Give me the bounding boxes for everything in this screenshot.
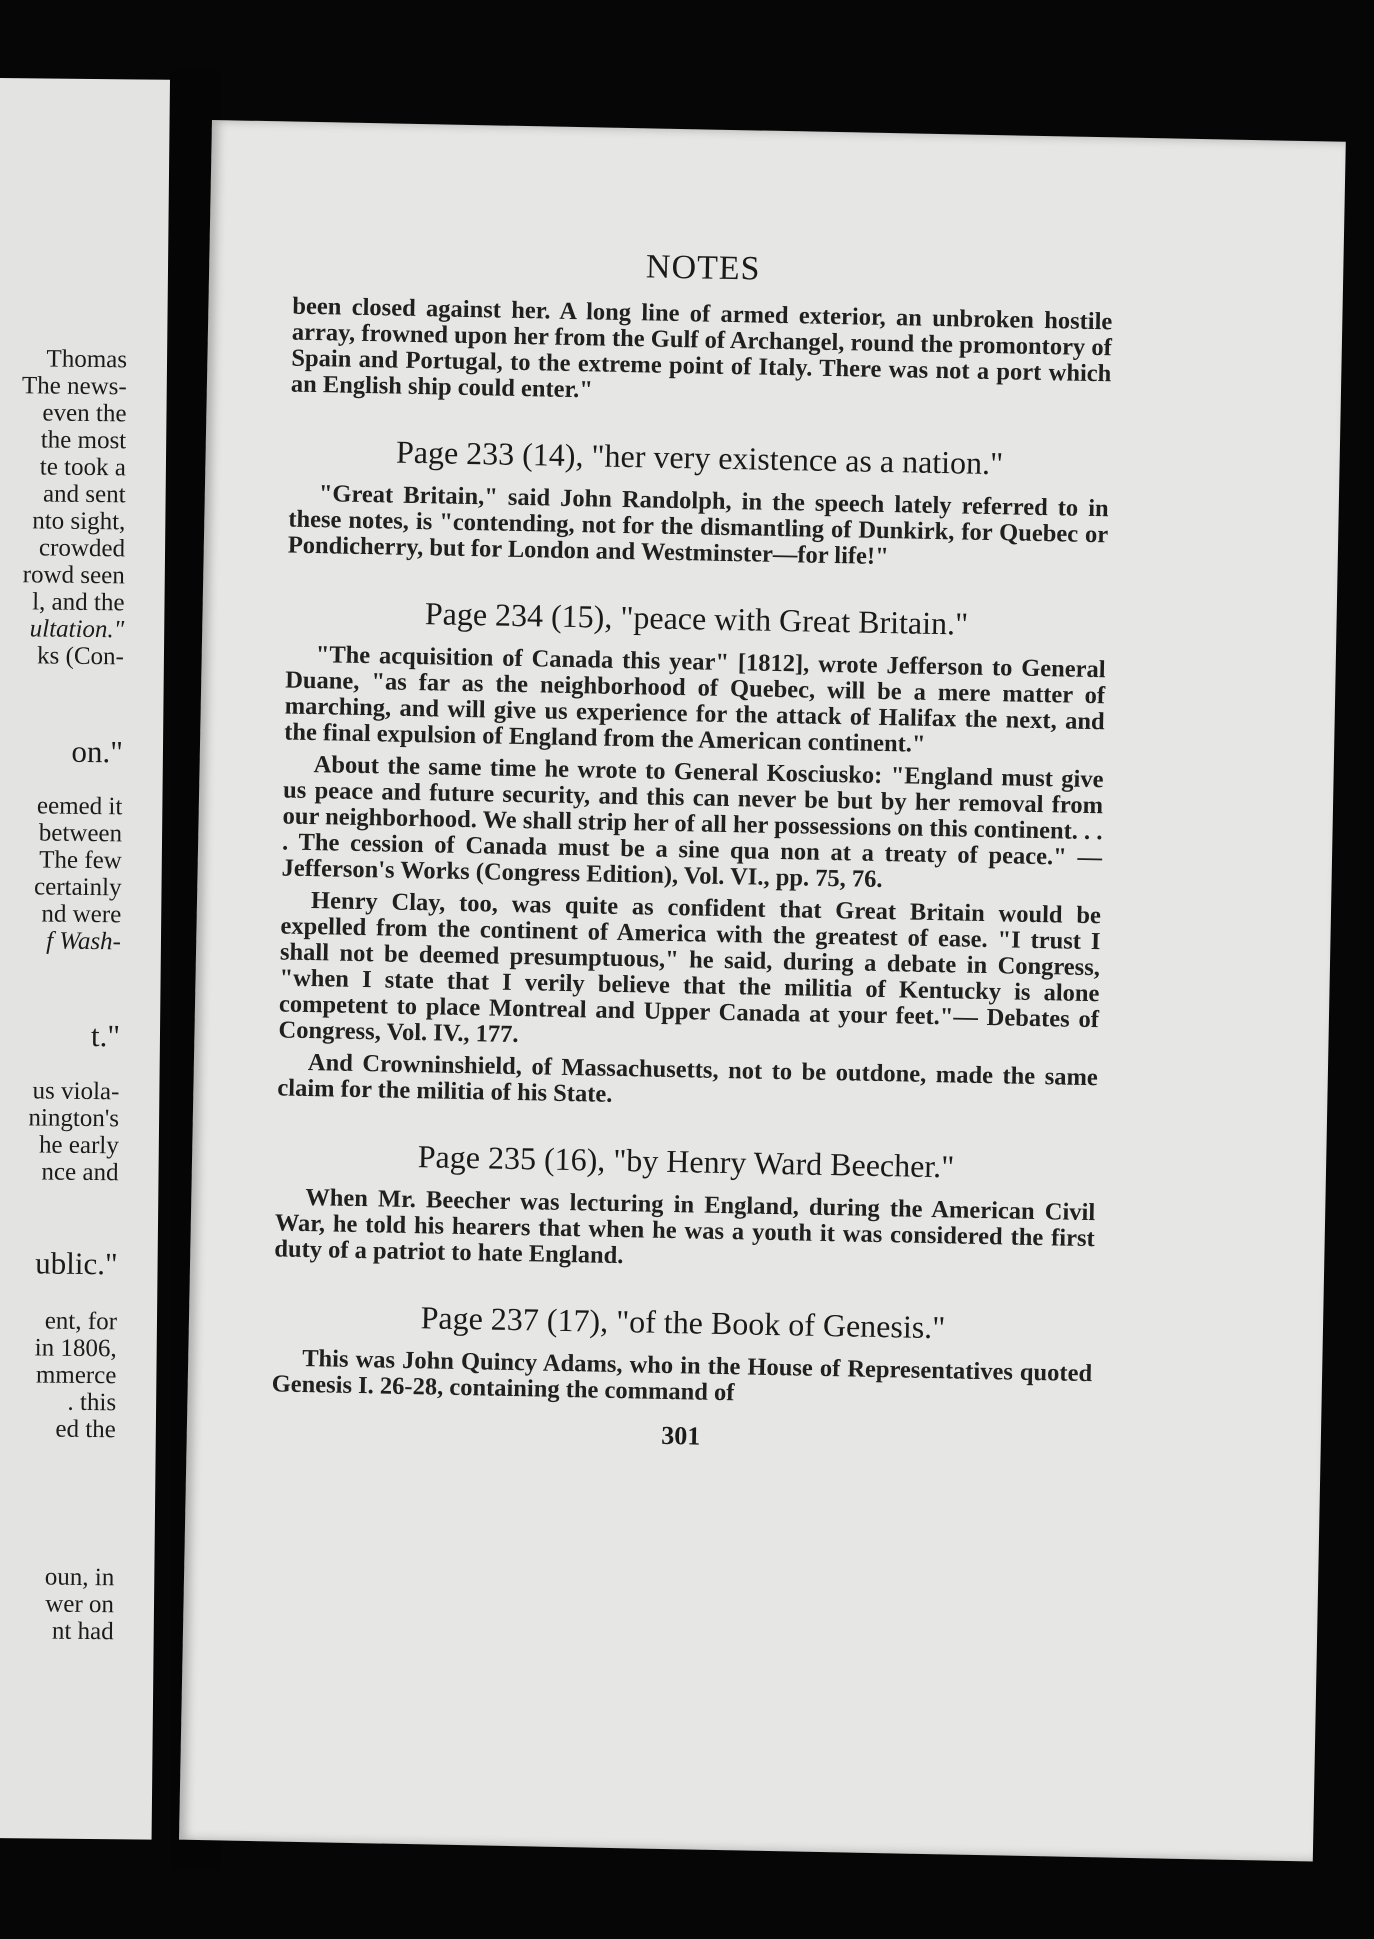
left-line: mmerce xyxy=(35,1361,117,1390)
left-line: us viola- xyxy=(32,1077,120,1106)
left-line: even the xyxy=(42,399,127,428)
note-paragraph: When Mr. Beecher was lecturing in England, during the American Civil War, he told his hearers that when he was a youth it was considered the first duty of a patriot to hate England. xyxy=(274,1183,1096,1270)
left-line: . this xyxy=(67,1388,117,1417)
left-line: Thomas xyxy=(46,345,128,374)
left-line: nto sight, xyxy=(32,507,126,536)
left-line: t." xyxy=(90,1018,121,1054)
left-line: nington's xyxy=(28,1104,120,1133)
note-heading: Page 237 (17), "of the Book of Genesis." xyxy=(420,1299,946,1346)
left-line: ent, for xyxy=(44,1307,118,1336)
left-line: and sent xyxy=(42,480,126,509)
previous-page-fragment xyxy=(0,78,170,1840)
left-line: ed the xyxy=(55,1415,116,1444)
intro-paragraph: been closed against her. A long line of armed exterior, an unbroken hostile array, frowned upon her from the Gulf of Archangel, round the promontory of Spain and Portugal, to the extreme point of Italy. There was not a port which an English ship could enter." xyxy=(290,292,1113,404)
left-line: eemed it xyxy=(36,792,123,821)
left-line: nd were xyxy=(41,900,122,929)
note-paragraph: About the same time he wrote to General Kosciusko: "England must give us peace and future security, and this can never be but by her removal from our neighborhood. We shall strip her of all her possessions on this continent. . . . The cession of Canada must be a sine qua non at a treaty of peace." —Jefferson's Works (Congress Edition), Vol. VI., pp. 75, 76. xyxy=(281,751,1104,894)
left-line: The news- xyxy=(21,372,127,401)
left-line: The few xyxy=(39,846,122,875)
note-paragraph: This was John Quincy Adams, who in the House of Representatives quoted Genesis I. 26-28, containing the command of xyxy=(271,1344,1093,1407)
note-heading: Page 233 (14), "her very existence as a nation." xyxy=(395,433,1004,482)
text-column xyxy=(271,242,1114,1460)
left-line: nt had xyxy=(51,1617,114,1646)
left-line: in 1806, xyxy=(34,1334,117,1363)
note-heading: Page 235 (16), "by Henry Ward Beecher." xyxy=(417,1138,955,1185)
note-paragraph: "The acquisition of Canada this year" [1812], wrote Jefferson to General Duane, "as far as the neighborhood of Quebec, will be a mere matter of marching, and will give us experience for the attack of Halifax the next, and the final expulsion of England from the American continent." xyxy=(284,641,1106,758)
left-line: f Wash- xyxy=(46,927,122,956)
left-line: te took a xyxy=(39,453,127,482)
left-line: ublic." xyxy=(35,1245,118,1282)
page-number: 301 xyxy=(661,1420,701,1451)
left-line: nce and xyxy=(41,1158,119,1187)
left-line: between xyxy=(38,819,123,848)
note-paragraph: And Crowninshield, of Massachusetts, not to be outdone, made the same claim for the militia of his State. xyxy=(277,1049,1099,1108)
left-line: on." xyxy=(71,733,124,770)
left-line: oun, in xyxy=(44,1563,115,1592)
book-page xyxy=(179,120,1346,1861)
left-line: ultation." xyxy=(29,615,125,644)
left-line: l, and the xyxy=(32,588,125,617)
left-line: rowd seen xyxy=(22,561,125,590)
note-paragraph: Henry Clay, too, was quite as confident that Great Britain would be expelled from the continent of America with the greatest of ease. "I trust I shall not be deemed presumptuous," he said, during a debate in Congress, "when I state that I verily believe that the militia of Kentucky is alone competent to place Montreal and Upper Canada at your feet."— Debates of Congress, Vol. IV., 177. xyxy=(278,887,1102,1049)
note-paragraph: "Great Britain," said John Randolph, in the speech lately referred to in these notes, is "contending, not for the dismantling of Dunkirk, for Quebec or Pondicherry, but for London and Westminster—for life!" xyxy=(287,480,1109,571)
left-line: ks (Con- xyxy=(36,642,125,671)
left-line: he early xyxy=(38,1131,119,1160)
left-line: the most xyxy=(40,426,127,455)
left-line: wer on xyxy=(45,1590,115,1619)
note-heading: Page 234 (15), "peace with Great Britain." xyxy=(424,595,969,642)
running-head: NOTES xyxy=(645,248,761,288)
left-line: certainly xyxy=(33,873,122,902)
left-line: crowded xyxy=(38,534,126,563)
